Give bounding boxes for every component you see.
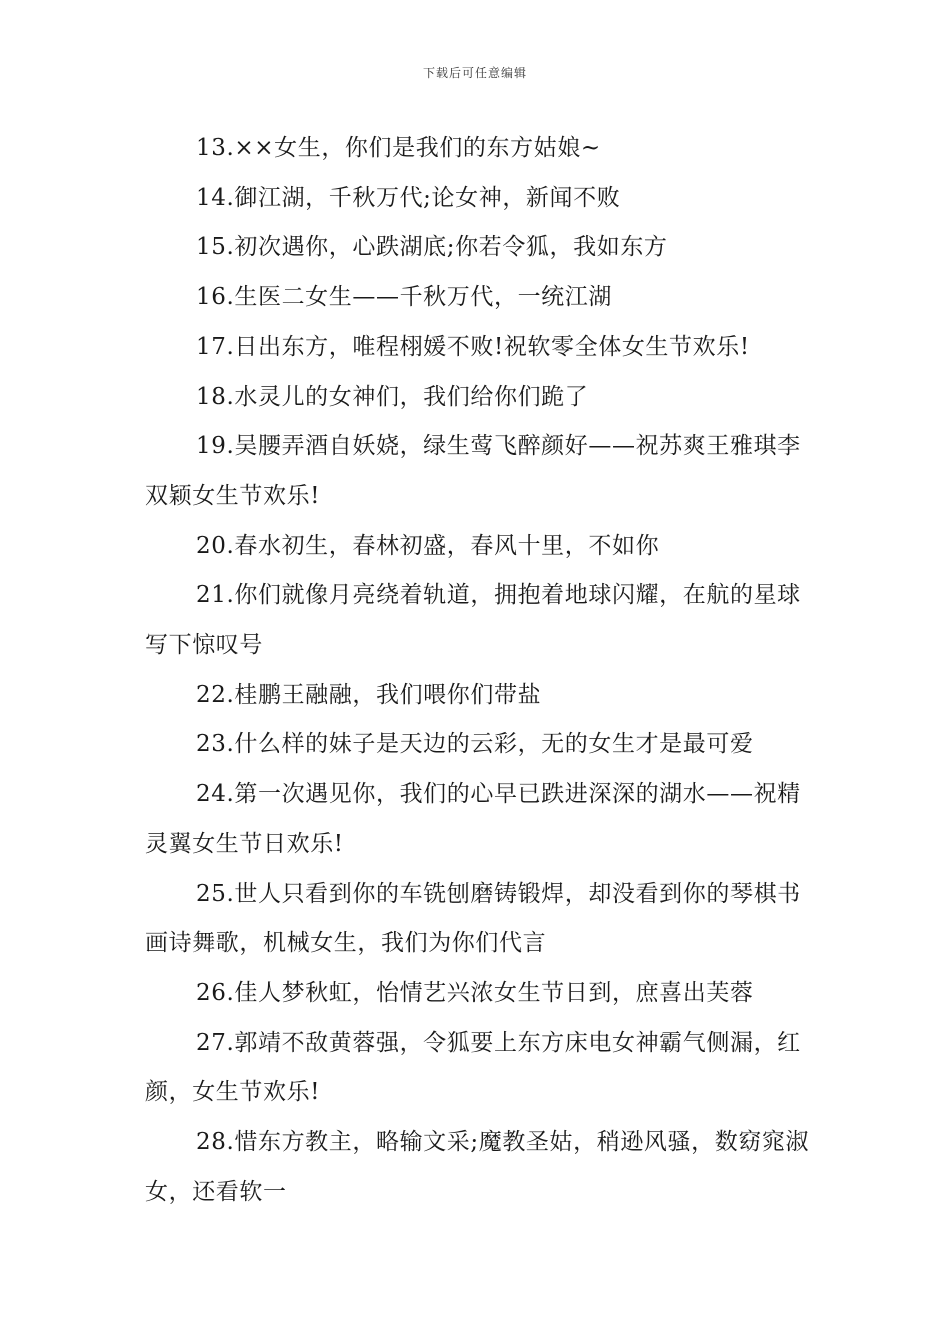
- paragraph-25: 25.世人只看到你的车铣刨磨铸锻焊，却没看到你的琴棋书画诗舞歌，机械女生，我们为你们代言: [145, 880, 801, 957]
- paragraph-21: 21.你们就像月亮绕着轨道，拥抱着地球闪耀，在航的星球写下惊叹号: [145, 582, 801, 659]
- page-header: 下载后可任意编辑: [422, 66, 527, 80]
- paragraph-19: 19.吴腰弄酒自妖娆，绿生莺飞醉颜好——祝苏爽王雅琪李双颖女生节欢乐!: [145, 433, 801, 509]
- paragraph-17: 17.日出东方，唯程栩媛不败!祝软零全体女生节欢乐!: [196, 333, 750, 360]
- paragraph-24: 24.第一次遇见你，我们的心早已跌进深深的湖水——祝精灵翼女生节日欢乐!: [145, 781, 801, 857]
- paragraph-16: 16.生医二女生——千秋万代，一统江湖: [196, 284, 612, 311]
- paragraph-14: 14.御江湖，千秋万代;论女神，新闻不败: [196, 184, 621, 211]
- paragraph-18: 18.水灵儿的女神们，我们给你们跪了: [196, 383, 589, 410]
- paragraph-26: 26.佳人梦秋虹，怡情艺兴浓女生节日到，庶喜出芙蓉: [196, 979, 754, 1006]
- paragraph-28: 28.惜东方教主，略输文采;魔教圣姑，稍逊风骚，数窈窕淑女，还看软一: [145, 1129, 810, 1205]
- paragraph-15: 15.初次遇你，心跌湖底;你若令狐，我如东方: [196, 234, 668, 261]
- document-body: [145, 124, 813, 1217]
- paragraph-23: 23.什么样的妹子是天边的云彩，无的女生才是最可爱: [196, 731, 754, 758]
- paragraph-22: 22.桂鹏王融融，我们喂你们带盐: [196, 681, 542, 708]
- paragraph-20: 20.春水初生，春林初盛，春风十里，不如你: [196, 532, 660, 559]
- paragraph-27: 27.郭靖不敌黄蓉强，令狐要上东方床电女神霸气侧漏，红颜，女生节欢乐!: [145, 1029, 801, 1106]
- paragraph-13: 13.××女生，你们是我们的东方姑娘~: [196, 135, 601, 161]
